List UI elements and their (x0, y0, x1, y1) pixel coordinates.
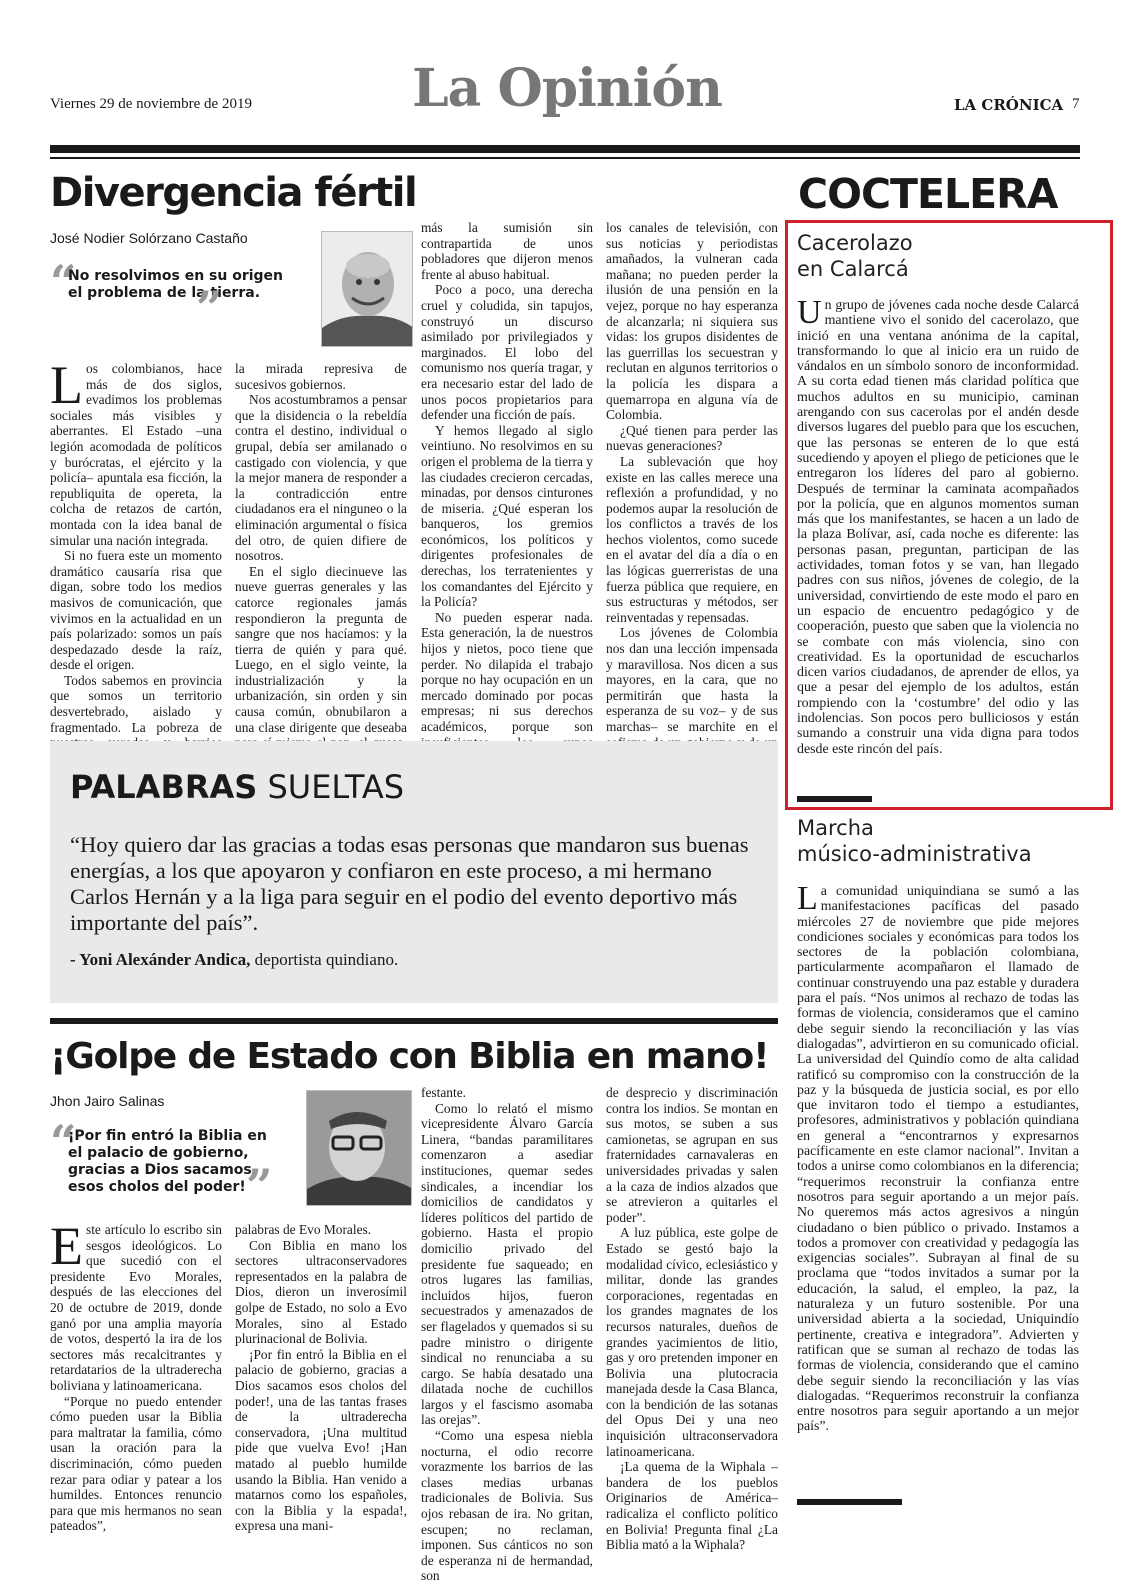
paragraph: “Como una espesa niebla nocturna, el odio recorre vorazmente los barrios de las clases medias urbanas tradicionales de Bolivia. Sus ojos rebasan de ira. No gritan, escupen; no reclaman, imponen. Sus cánticos no son de esperanza ni de hermandad, son (421, 1428, 593, 1584)
dropcap: L (50, 355, 83, 415)
paragraph: a comunidad uniquindiana se sumó a las manifestaciones pacíficas del pasado miércoles 27 de noviembre que pide mejores condiciones sociales y económicas para todos los sectores de la población colombiana, particularmente acompañaron el llamado de continuar construyendo una paz estable y duradera para el país. “Nos unimos al rechazo de todas las formas de violencia, consideramos que el camino debe seguir siendo la reconciliación y las vías dialogadas”, advirtieron en su comunicado oficial. La universidad del Quindío como de alta calidad ratificó su compromiso con la construcción de la paz y la búsqueda de justicia social, es por ello que invitaron todo el tiempo a estudiantes, profesores, administrativos y población quindiana en general a “encontrarnos y expresarnos pacíficamente en este clamor nacional”. Invitan a todos a unirse como colombianos en la diferencia; “requerimos reconstruir la confianza entre nosotros para seguir aportando a un mejor país. No queremos más actos agresivos a ningún ciudadano o bien público o privado. Instamos a todos a promover con creatividad y pedagogía las exigencias sociales”. Subrayan al final de su proclama que “todos invitados a sumar por la educación, la salud, el empleo, la paz, la naturaleza y un futuro sostenible. Por una universidad abierta a la sociedad, Uniquindío pertinente, creativa e integradora”. Advierten y ratifican que se suman al rechazo de todas las formas de violencia, considerando que el camino debe seguir siendo la reconciliación y las vías dialogadas. “Requerimos reconstruir la confianza entre nosotros para seguir aportando a un mejor país”. (797, 884, 1079, 1435)
article1-author: José Nodier Solórzano Castaño (50, 230, 248, 246)
article1-column-1 (50, 355, 222, 766)
palabras-sueltas-title (70, 768, 404, 806)
open-quote-icon: “ (50, 255, 77, 309)
article1-column-2 (235, 361, 407, 766)
title-bold: PALABRAS (70, 768, 258, 806)
article1-title: Divergencia fértil (50, 170, 417, 216)
header-rule (50, 145, 1080, 153)
heading-line: Cacerolazo (797, 231, 913, 255)
article2-pull-quote: ¡Por fin entró la Biblia en el palacio de gobierno, gracias a Dios sacamos esos cholos del poder! (68, 1128, 267, 1195)
paragraph: Y hemos llegado al siglo veintiuno. No resolvimos en su origen el problema de la tierra y las ciudades crecieron cercadas, minadas, por densos cinturones de miseria. ¿Qué esperan los banqueros, los gremios económicos, los políticos y dirigentes profesionales de derechas, los terratenientes y los comandantes del Ejército y la Policía? (421, 422, 593, 610)
paragraph: de desprecio y discriminación contra los indios. Se montan en sus motos, se suben a sus camionetas, se agrupan en sus fraternidades carnavaleras en universidades privadas y salen a la caza de indios alzados que se atrevieron a quitarles el poder”. (606, 1085, 778, 1225)
palabras-sueltas-quote: “Hoy quiero dar las gracias a todas esas personas que mandaron sus buenas energías, a los que apoyaron y confiaron en este proceso, a mi hermano Carlos Hernán y a la liga para seguir en el podio del evento deportivo más importante del país”. (70, 832, 749, 935)
author-photo (306, 1090, 412, 1206)
heading-line: en Calarcá (797, 257, 909, 281)
paragraph: ¡Por fin entró la Biblia en el palacio de gobierno, gracias a Dios sacamos esos cholos del poder!, una de las tantas frases de la ultraderecha conservadora, ¡Una multitud pide que vuelva Evo! ¡Han matado al pueblo humilde usando la Biblia. Han venido a matarnos como los españoles, con la Biblia y la espada!, expresa una mani- (235, 1346, 407, 1534)
paragraph: En el siglo diecinueve las nueve guerras generales y las catorce regionales jamás respondieron la pregunta de sangre que nos hacíamos: y la tierra de quién y para qué. Luego, en el siglo veinte, la industrialización y la urbanización, sin orden y sin causa común, obnubilaron a una clase dirigente que deseaba (235, 563, 407, 735)
close-quote-icon: ” (246, 1159, 273, 1213)
paragraph: la mirada represiva de sucesivos gobiernos. (235, 361, 407, 392)
paragraph: Con Biblia en mano los sectores ultraconservadores representados en la palabra de Dios, dieron un inverosímil golpe de Estado, no solo a Evo Morales, sino al Estado plurinacional de Bolivia. (235, 1237, 407, 1347)
paragraph: Como lo relató el mismo vicepresidente Álvaro García Linera, “bandas paramilitares comenzaron a asediar instituciones, quemar sedes sindicales, a incendiar los domicilios de candidatos y líderes políticos del partido de gobierno. Hasta el propio domicilio privado del presidente fue saqueado; en otros lugares las familias, incluidos hijos, fueron secuestrados y amenazados de ser flagelados y quemados si su padre ministro o dirigente sindical no renunciaba a su cargo. Se había desatado una dilatada noche de cuchillos largos y el fascismo asomaba las orejas”. (421, 1100, 593, 1428)
dropcap: E (50, 1216, 83, 1276)
article1-column-3 (421, 220, 593, 797)
paragraph: La sublevación que hoy existe en las calles merece una reflexión a profundidad, y no podemos aupar la resolución de los conflictos a través de los hechos violentos, como sucede en el avatar del día a día o en las lógicas guerreristas de una fuerza pública que requiere, en sus estructuras y métodos, ser reinventadas y repensadas. (606, 453, 778, 625)
open-quote-icon: “ (50, 1115, 77, 1169)
item1-body (797, 294, 1079, 757)
item-divider (797, 1499, 902, 1505)
paragraph: ¿Qué tienen para perder las nuevas generaciones? (606, 422, 778, 454)
paragraph: palabras de Evo Morales. (235, 1222, 372, 1237)
paragraph: ¡La quema de la Wiphala – bandera de los pueblos Originarios de América– radicaliza el conflicto político en Bolivia! Pregunta final ¿La Biblia mató a la Wiphala? (606, 1459, 778, 1553)
section-divider (50, 1018, 778, 1024)
masthead-title: La Opinión (412, 58, 722, 119)
attribution-role: deportista quindiano. (254, 950, 399, 969)
item2-heading (797, 815, 1032, 867)
article2-column-3 (421, 1085, 593, 1584)
section-name: LA CRÓNICA (954, 96, 1064, 114)
issue-date: Viernes 29 de noviembre de 2019 (50, 96, 252, 112)
paragraph: “Porque no puedo entender cómo pueden usar la Biblia para maltratar la familia, cómo usan la oración para la discriminación, cómo pueden rezar para odiar y patear a los humildes. Entonces renuncio para que mis hermanos no sean pateados”, (50, 1393, 222, 1534)
author-portrait-icon (322, 232, 413, 347)
palabras-sueltas-attribution (70, 950, 398, 970)
paragraph: festante. (421, 1085, 466, 1100)
item-divider (797, 796, 872, 802)
article2-title: ¡Golpe de Estado con Biblia en mano! (50, 1036, 769, 1077)
paragraph: más la sumisión sin contrapartida de unos pobladores que dijeron menos frente al abuso habitual. (421, 220, 593, 282)
paragraph: A luz pública, este golpe de Estado se gestó bajo la modalidad cívico, eclesiástico y militar, donde las grandes corporaciones, regentadas en los grandes magnates de los recursos naturales, dueños de grandes yacimientos de litio, gas y oro pretenden imponer en Bolivia una plutocracia manejada desde la Casa Blanca, con la bendición de las sotanas del Opus Dei y una neo inquisición ultraconservadora latinoamericana. (606, 1225, 778, 1459)
paragraph: Poco a poco, una derecha cruel y coludida, sin tapujos, construyó un discurso asimilado por privilegiados y marginados. El lobo del comunismo nos quería tragar, y era necesario estar del lado de unos pocos propietarios para defender una ficción de país. (421, 282, 593, 423)
close-quote-icon: ” (196, 281, 223, 335)
paragraph: los canales de televisión, con sus noticias y periodistas amañados, la vulneran cada mañana; no pueden perder la ilusión de una pensión en la vejez, porque no hay esperanza de alcanzarla; ni siquiera sus vidas: los grupos disidentes de las guerrillas los secuestran y reclutan en algunos territorios o la policía les dispara a quemarropa en alguna vía de Colombia. (606, 220, 778, 423)
item1-heading (797, 230, 913, 282)
heading-line: músico-administrativa (797, 842, 1032, 866)
article1-pull-quote: No resolvimos en su origen el problema de la tierra. (68, 268, 284, 301)
page-number: 7 (1072, 96, 1080, 112)
paragraph: ste artículo lo escribo sin sesgos ideológicos. Lo que sucedió con el presidente Evo Morales, después de las elecciones del 20 de octubre de 2019, donde ganó por una amplia mayoría de votos, despertó la ira de los sectores más recalcitrantes y retardatarios de la ultraderecha boliviana y latinoamericana. (50, 1222, 222, 1393)
paragraph: Si no fuera este un momento dramático causaría risa que digan, sobre todo los medios masivos de comunicación, que vivimos en la actualidad en un país polarizado: somos un país despedazado desde la raíz, desde el origen. (50, 548, 222, 673)
paragraph: Nos acostumbramos a pensar que la disidencia o la rebeldía contra el destino, individual o grupal, debía ser amilanado o castigado con violencia, y que la mejor manera de responder a la contradicción entre ciudadanos era el ninguneo o la eliminación argumental o física del otro, de quien difiere de nosotros. (235, 392, 407, 564)
coctelera-title: COCTELERA (798, 170, 1058, 218)
attribution-name: - Yoni Alexánder Andica, (70, 950, 251, 969)
author-portrait-icon (307, 1091, 412, 1206)
paragraph: os colombianos, hace más de dos siglos, evadimos los problemas sociales más visibles y aberrantes. El Estado –una legión acomodada de políticos y burócratas, el ejército y la policía– apuntala esa ficción, la republiquita de opereta, la colcha de retazos de cartón, montada con la idea banal de simular una nación integrada. (50, 361, 222, 548)
paragraph: Los jóvenes de Colombia nos dan una lección impensada y maravillosa. Nos dicen a sus mayores, en la cara, que no permitirán que hasta la esperanza de su voz– y de sus marchas– se marchite en el (606, 625, 778, 734)
paragraph: Todos sabemos en provincia que somos un territorio desvertebrado, aislado y fragmentado. La pobreza de (50, 672, 222, 735)
paragraph: No pueden esperar nada. Esta generación, la de nuestros hijos y nietos, poco tiene que perder. No dilapida el trabajo porque no hay ocupación en un mercado dominado por pocas empresas; ni sus derechos académicos, porque son (421, 609, 593, 734)
author-photo (321, 231, 413, 347)
article1-column-4 (606, 220, 778, 766)
article2-column-4 (606, 1085, 778, 1553)
title-light: SUELTAS (267, 768, 405, 806)
header-rule-thin (50, 157, 1080, 159)
paragraph: n grupo de jóvenes cada noche desde Calarcá mantiene vivo el sonido del cacerolazo, que inició en una ventana anónima de la capital, transformando lo que al inicio era un ruido de vándalos en un símbolo sonoro de inconformidad. A su corta edad tienen más claridad política que muchos adultos en su municipio, caminan arengando con sus cacerolas por el andén desde diversos lugares del pueblo para que los escuchen, que las personas se enteren de lo que está sucediendo y apoyen el pliego de peticiones que le entregaron los líderes del paro al gobierno. Después de terminar la caminata acompañados por la policía, que en algunos momentos suman más que los manifestantes, se hacen a un lado de la plaza Bolívar, así, cada noche es diferente: las personas pasan, preguntan, participan de las actividades, toman fotos y se van, han llegado padres con sus niños, jóvenes de colegio, de la universidad, convirtiendo de este modo el paro en un espacio de encuentro pedagógico y de cooperación, puesto que saben que la violencia no se combate con más violencia, sino con creatividad. Es la oportunidad de escucharlos dicen varios ciudadanos, de aprender de ellos, ya que a pesar del ejemplo de los adultos, están rompiendo con la ‘costumbre’ del odio y las indolencias. Son pocos pero bulliciosos y están sumando a construir una vida digna para todos desde este rincón del país. (797, 298, 1079, 757)
dropcap: L (797, 880, 818, 917)
article2-author: Jhon Jairo Salinas (50, 1093, 165, 1109)
article2-column-2 (235, 1222, 407, 1534)
article2-column-1 (50, 1216, 222, 1534)
item2-body (797, 880, 1079, 1435)
dropcap: U (797, 294, 822, 331)
heading-line: Marcha (797, 816, 874, 840)
